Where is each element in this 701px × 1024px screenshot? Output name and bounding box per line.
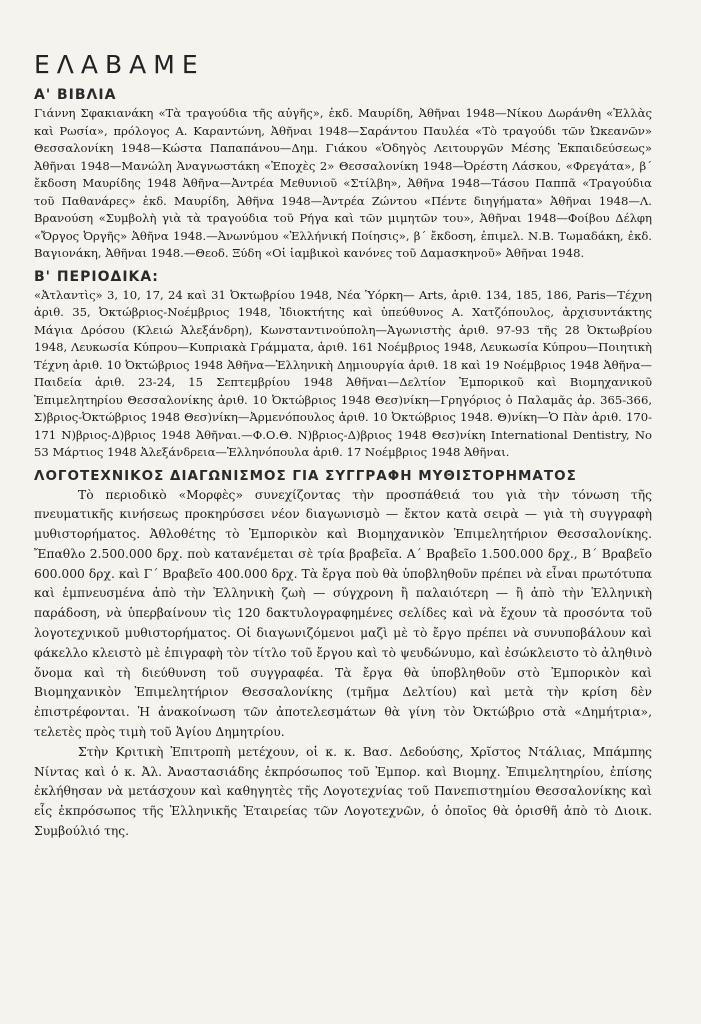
contest-heading: ΛΟΓΟΤΕΧΝΙΚΟΣ ΔΙΑΓΩΝΙΣΜΟΣ ΓΙΑ ΣΥΓΓΡΑΦΗ ΜΥΘΙΣΤΟΡΗΜΑΤΟΣ [34, 467, 577, 484]
contest-announcement: Τὸ περιοδικὸ «Μορφὲς» συνεχίζοντας τὴν προσπάθειά του γιὰ τὴν τόνωση τῆς πνευματικῆς κινήσεως προκηρύσσει νέον διαγωνισμὸ — ἔκτον κατὰ σειρὰ — γιὰ τὴ συγγραφὴ μυθιστορήματος. Ἀθλοθέτης τὸ Ἐμπορικὸν καὶ Βιομηχανικὸν Ἐπιμελητήριον Θεσσαλονίκης. Ἔπαθλο 2.500.000 δρχ. ποὺ κατανέμεται σὲ τρία βραβεῖα. Α΄ Βραβεῖο 1.500.000 δρχ., Β΄ Βραβεῖο 600.000 δρχ. καὶ Γ΄ Βραβεῖο 400.000 δρχ. Τὰ ἔργα ποὺ θὰ ὑποβληθοῦν πρέπει νὰ εἶναι πρωτότυπα καὶ ἐμπνευσμένα ἀπὸ τὴν Ἑλληνικὴ ζωὴ — σύγχρονη ἢ παλαιότερη — ἢ ἀπὸ τὴν Ἑλληνικὴ παράδοση, νὰ ὑπερβαίνουν τὶς 120 δακτυλογραφημένες σελίδες καὶ νὰ ἔχουν τὰ προσόντα τοῦ λογοτεχνικοῦ μυθιστορήματος. Οἱ διαγωνιζόμενοι μαζὶ μὲ τὸ ἔργο πρέπει νὰ συνυποβάλουν καὶ φάκελλο κλειστὸ μὲ ἐπιγραφὴ τὸν τίτλο τοῦ ἔργου καὶ τὸ ψευδώνυμο, καὶ ἐσώκλειστο τὸ ἀληθινὸ ὄνομα καὶ τὴ διεύθυνση τοῦ συγγραφέα. Τὰ ἔργα θὰ ὑποβληθοῦν στὸ Ἐμπορικὸν καὶ Βιομηχανικὸν Ἐπιμελητήριον Θεσσαλονίκης (τμῆμα Δελτίου) καὶ μετὰ τὴν κρίση δὲν ἐπιστρέφονται. Ἡ ἀνακοίνωση τῶν ἀποτελεσμάτων θὰ γίνη τὸν Ὀκτώβριο στὰ «Δημήτρια», τελετὲς πρὸς τιμὴ τοῦ Ἁγίου Δημητρίου. [34, 487, 652, 740]
periodicals-heading: Β' ΠΕΡΙΟΔΙΚΑ: [34, 268, 159, 285]
books-list: Γιάννη Σφακιανάκη «Τὰ τραγούδια τῆς αὐγῆς», ἐκδ. Μαυρίδη, Ἀθῆναι 1948—Νίκου Δωράνθη «Ἑλλὰς καὶ Ρωσία», πρόλογος Α. Καραντώνη, Ἀθῆναι 1948—Σαράντου Παυλέα «Τὸ τραγούδι τῶν Ὠκεανῶν» Θεσσαλονίκη 1948—Κώστα Παπαπάνου—Δημ. Γιάκου «Ὁδηγὸς Λειτουργῶν Μέσης Ἐκπαιδεύσεως» Ἀθῆναι 1948—Μανώλη Ἀναγνωστάκη «Ἐποχὲς 2» Θεσσαλονίκη 1948—Ὀρέστη Λάσκου, «Φρεγάτα», β΄ ἔκδοση Μαυρίδης 1948 Ἀθῆνα—Ἀντρέα Μεθυνιοῦ «Στίλβη», Ἀθῆνα 1948—Τάσου Παππᾶ «Τραγούδια τοῦ Παθανάρες» ἐκδ. Μαυρίδη, Ἀθῆνα 1948—Ἀντρέα Ζώντου «Πέντε διηγήματα» Ἀθῆναι 1948—Λ. Βρανούση «Συμβολὴ γιὰ τὰ τραγούδια τοῦ Ρήγα καὶ τῶν μιμητῶν του», Ἀθῆναι 1948—Φοίβου Δέλφη «Ὄργος Ὀργῆς» Ἀθῆνα 1948.—Ἀνωνύμου «Ἐλλήνική Ποίησις», β΄ ἔκδοση, ἐπιμελ. Ν.Β. Τωμαδάκη, ἐκδ. Βαγιονάκη, Ἀθῆναι 1948.—Θεοδ. Ξύδη «Οἱ ἰαμβικοὶ κανόνες τοῦ Δαμασκηνοῦ» Ἀθῆναι 1948. [34, 106, 652, 260]
page-title: ΕΛΑΒΑΜΕ [34, 50, 205, 79]
jury-paragraph: Στὴν Κριτικὴ Ἐπιτροπὴ μετέχουν, οἱ κ. κ. Βασ. Δεδούσης, Χρῖστος Ντάλιας, Μπάμπης Νίντας καὶ ὁ κ. Ἀλ. Ἀναστασιάδης ἐκπρόσωπος τοῦ Ἐμπορ. καὶ Βιομηχ. Ἐπιμελητηρίου, ἐπίσης ἐκλήθησαν νὰ μετάσχουν καὶ καθηγητὲς τῆς Λογοτεχνίας τοῦ Πανεπιστημίου Θεσσαλονίκης καὶ εἷς ἐκπρόσωπος τῆς Ἑλληνικῆς Ἑταιρείας τῶν Λογοτεχνῶν, ὁ ὁποῖος θὰ ὁρισθῆ ἀπὸ τὸ Διοικ. Συμβούλιό της. [34, 744, 652, 839]
periodicals-section [34, 269, 701, 462]
books-section [34, 87, 701, 263]
contest-section [34, 468, 701, 842]
books-heading: Α' ΒΙΒΛΙΑ [34, 87, 117, 103]
periodicals-list: «Ἀτλαντὶς» 3, 10, 17, 24 καὶ 31 Ὀκτωβρίου 1948, Νέα Ὑόρκη— Arts, ἀριθ. 134, 185, 186, Paris—Τέχνη ἀριθ. 35, Ὀκτώβριος-Νοέμβριος 1948, Ἰδιοκτήτης καὶ ὑπεύθυνος Α. Χατζόπουλος, ἀρχισυντάκτης Μάγια Δρόσου (Κλειώ Ἀλεξάνδρη), Κωνσταντινούπολη—Ἀγωνιστὴς ἀριθ. 97-93 τῆς 28 Ὀκτωβρίου 1948, Λευκωσία Κύπρου—Κυπριακὰ Γράμματα, ἀριθ. 161 Νοέμβριος 1948, Λευκωσία Κύπρου—Ποιητικὴ Τέχνη ἀριθ. 10 Ὀκτώβριος 1948 Ἀθῆνα—Ἑλληνικὴ Δημιουργία ἀριθ. 18 καὶ 19 Νοέμβριος 1948 Ἀθῆνα—Παιδεία ἀριθ. 23-24, 15 Σεπτεμβρίου 1948 Ἀθῆναι—Δελτίον Ἐμπορικοῦ καὶ Βιομηχανικοῦ Ἐπιμελητηρίου Θεσσαλονίκης ἀριθ. 10 Ὀκτώβριος 1948 Θεσ)νίκη—Γρηγόριος ὁ Παλαμᾶς ἀρ. 365-366, Σ)βριος-Ὀκτώβριος 1948 Θεσ)νίκη—Ἀρμενόπουλος ἀριθ. 10 Ὀκτώβριος 1948. Θ)νίκη—Ὁ Πὰν ἀριθ. 170-171 Ν)βριος-Δ)βριος 1948 Ἀθῆναι.—Φ.Ο.Θ. Ν)βριος-Δ)βριος 1948 Θεσ)νίκη International Dentistry, No 53 Μάρτιος 1948 Ἀλεξάνδρεια—Ἑλληνόπουλα ἀριθ. 17 Νοέμβριος 1948 Ἀθῆναι. [34, 287, 652, 459]
